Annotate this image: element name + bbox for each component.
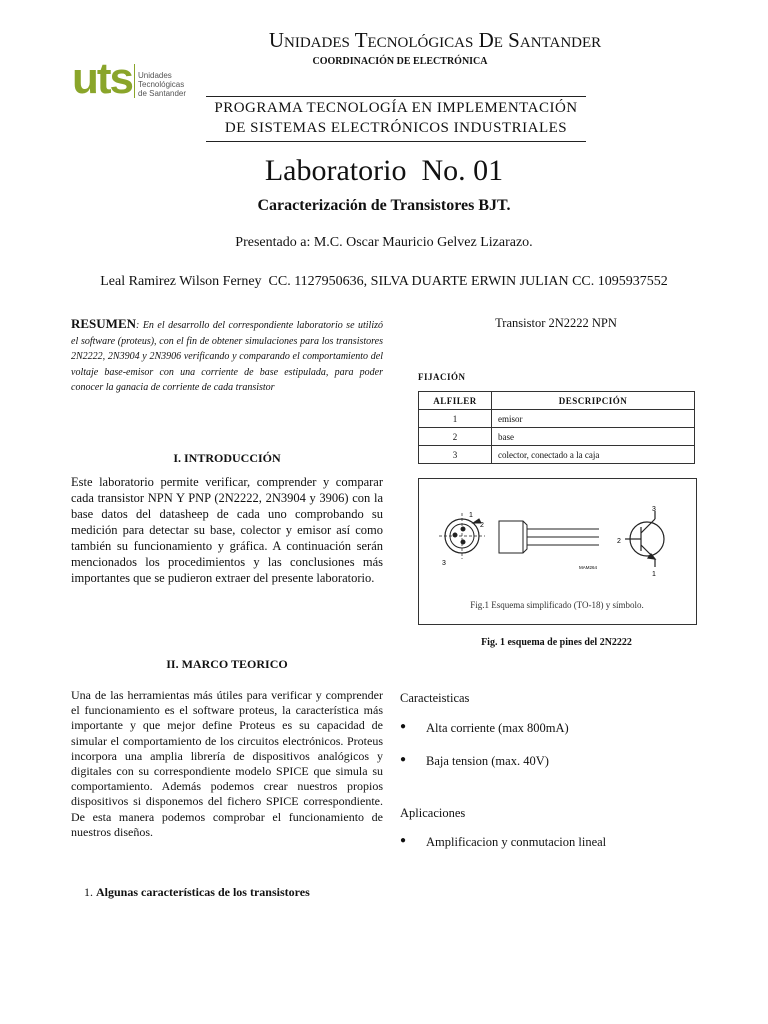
pin-label: 2 <box>617 538 621 545</box>
table-header: DESCRIPCIÓN <box>492 392 695 410</box>
pin-label: 1 <box>469 512 473 519</box>
figure-label: Fig. 1 esquema de pines del 2N2222 <box>481 637 632 648</box>
pin-label: 1 <box>652 571 656 578</box>
divider-bottom <box>206 141 586 142</box>
to18-bottom-view-icon <box>439 513 485 559</box>
program-title <box>196 98 596 138</box>
intro-text: Este laboratorio permite verificar, comprender y comparar cada transistor NPN Y PNP (2N2222, 2N3904 y 3906) con la base datos del datasheep de cada uno comprobando su medición para detectar su base, colector y emisor así como también su funcionamiento y gráfica. A continuación serán mencionados los procedimientos y las conclusiones más importantes que se pudieron extraer del presente laboratorio. <box>71 475 383 585</box>
list-item: ● Alta corriente (max 800mA) <box>400 721 700 736</box>
logo-divider <box>134 64 135 98</box>
authors: Leal Ramirez Wilson Ferney CC. 1127950636, SILVA DUARTE ERWIN JULIAN CC. 1095937552 <box>100 274 668 289</box>
pin-label: 2 <box>480 522 484 529</box>
table-cell: colector, conectado a la caja <box>492 446 695 464</box>
resumen-text: : En el desarrollo del correspondiente laboratorio se utilizó el software (proteus), con el fin de obtener simulaciones para los transistores 2N2222, 2N3904 y 2N3906 verificando y comparando el comportamiento del voltaje base-emisor con una corriente de base estipulada, para poder conocer la ganacia de corriente de cada transistor <box>71 320 383 393</box>
table-row <box>419 410 695 428</box>
caracteristicas-list <box>400 721 700 787</box>
divider-top <box>206 96 586 97</box>
marco-heading: II. MARCO TEORICO <box>166 657 288 671</box>
section-title: Algunas características de los transistores <box>96 885 310 899</box>
transistor-title: Transistor 2N2222 NPN <box>495 316 617 330</box>
intro-heading: I. INTRODUCCIÓN <box>173 451 281 465</box>
aplicaciones-heading: Aplicaciones <box>400 806 466 820</box>
fijacion-label: FIJACIÓN <box>418 372 466 382</box>
marco-text: Una de las herramientas más útiles para verificar y comprender el funcionamiento es el software proteus, la característica más importante y que mejor define Proteus es su capacidad de simular el comportamiento de los circuitos electrónicos. Proteus incorpora una amplia librería de dispositivos analógicos y digitales con su correspondiente modelo SPICE que simula su comportamiento. Además podemos crear nuestros propios dispositivos si disponemos del fichero SPICE correspondiente. De esta manera podemos comprobar el funcionamiento de nuestros diseños. <box>71 688 383 839</box>
table-row <box>419 428 695 446</box>
caracteristicas-heading: Caracteisticas <box>400 691 470 705</box>
aplicaciones-list <box>400 835 700 868</box>
logo-sub-line: de Santander <box>138 89 187 98</box>
uts-logo <box>72 54 192 110</box>
table-cell: 1 <box>419 410 492 428</box>
to18-schematic <box>419 479 696 624</box>
logo-subtitle <box>138 71 186 98</box>
table-header-row <box>419 392 695 410</box>
list-item: ● Amplificacion y conmutacion lineal <box>400 835 700 850</box>
pin-table <box>418 391 695 464</box>
table-cell: emisor <box>492 410 695 428</box>
transistor-figure <box>418 478 697 625</box>
table-row <box>419 446 695 464</box>
program-line: PROGRAMA TECNOLOGÍA EN IMPLEMENTACIÓN <box>214 100 578 116</box>
table-header: ALFILER <box>419 392 492 410</box>
pin-label: 3 <box>442 560 446 567</box>
section-number: 1. <box>84 885 93 899</box>
package-mark: MAM264 <box>579 565 598 570</box>
logo-word: uts <box>72 54 132 103</box>
subtitle: Caracterización de Transistores BJT. <box>257 197 511 214</box>
resumen <box>71 316 383 396</box>
coordination: COORDINACIÓN DE ELECTRÓNICA <box>312 56 488 67</box>
table-cell: 2 <box>419 428 492 446</box>
pin-label: 3 <box>652 506 656 513</box>
table-cell: 3 <box>419 446 492 464</box>
section-1-heading <box>84 885 404 900</box>
institution-name: Unidades Tecnológicas De Santander <box>268 28 602 52</box>
npn-symbol-icon <box>625 511 664 567</box>
to18-side-view-icon <box>499 521 599 553</box>
figure-caption: Fig.1 Esquema simplificado (TO-18) y símbolo. <box>470 600 644 610</box>
presented-to: Presentado a: M.C. Oscar Mauricio Gelvez Lizarazo. <box>235 235 533 250</box>
logo-sub-line: Tecnológicas <box>138 80 185 89</box>
program-line: DE SISTEMAS ELECTRÓNICOS INDUSTRIALES <box>224 120 568 136</box>
logo-sub-line: Unidades <box>138 71 172 80</box>
table-cell: base <box>492 428 695 446</box>
page-title: Laboratorio No. 01 <box>264 154 504 187</box>
resumen-label: RESUMEN <box>71 316 137 331</box>
list-item: ● Baja tension (max. 40V) <box>400 754 700 769</box>
